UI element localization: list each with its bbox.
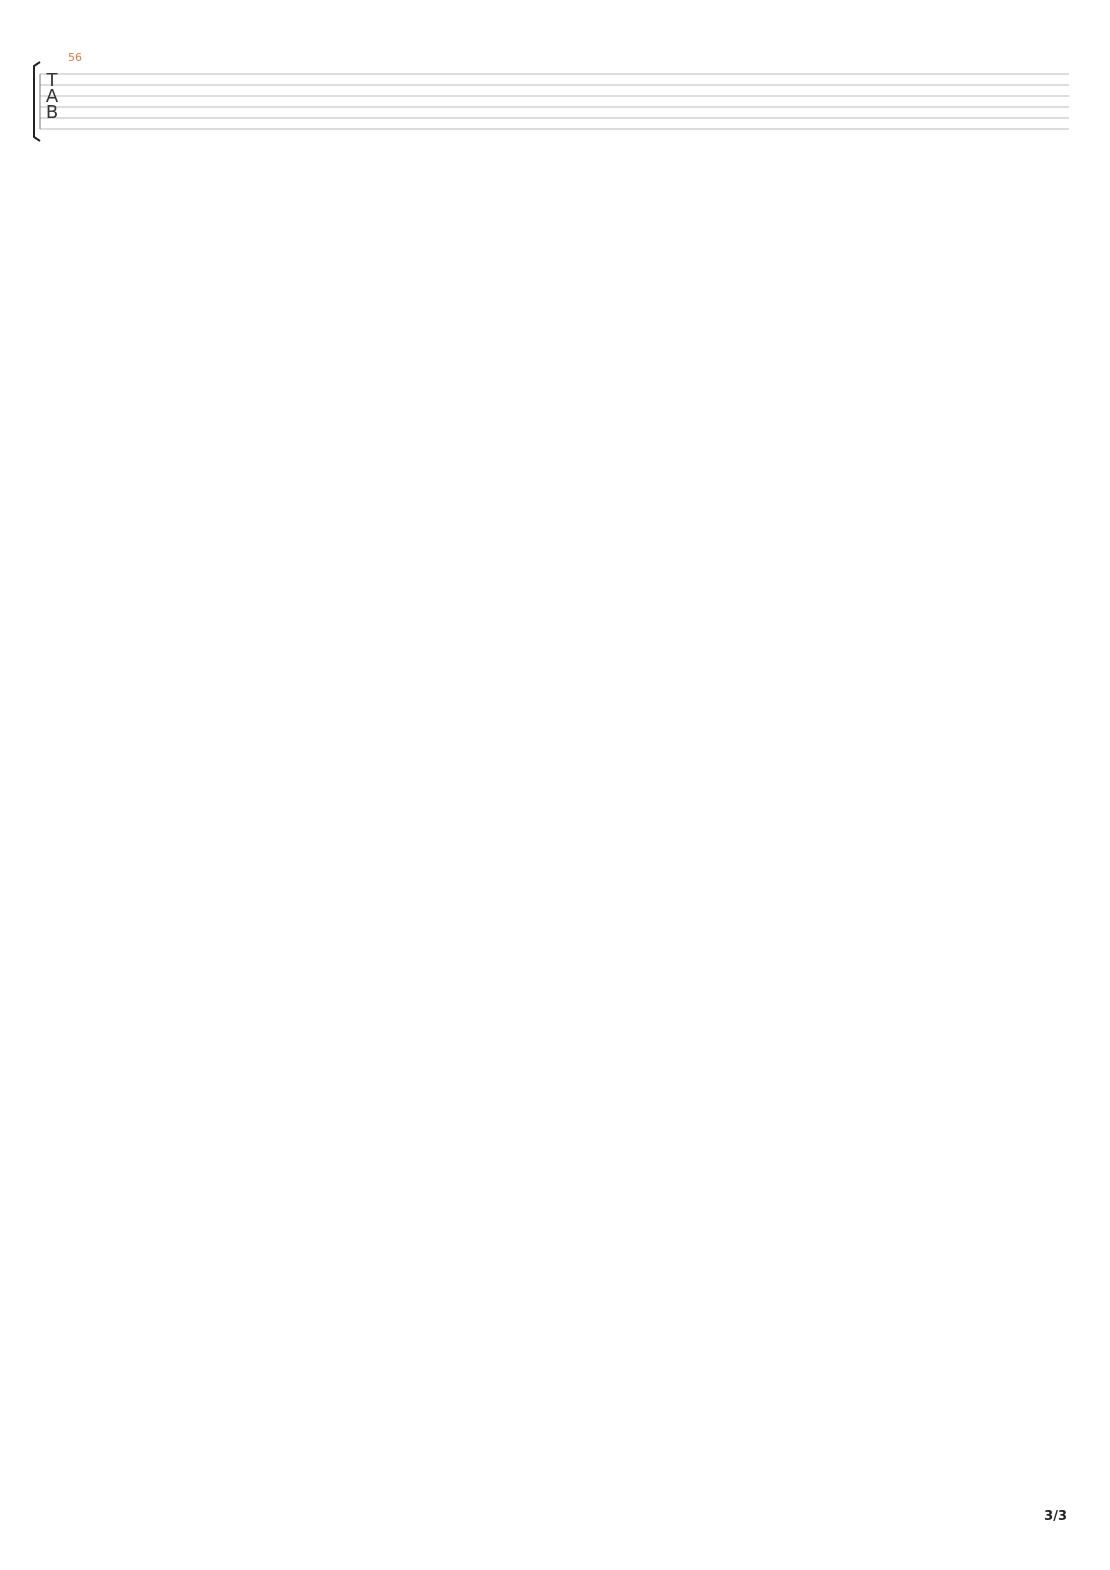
measure-number: 56 [68, 51, 82, 64]
tab-clef-letter: B [45, 102, 59, 123]
tab-clef-letter: A [45, 86, 59, 107]
tab-clef-letter: T [46, 70, 58, 91]
system-bracket [34, 62, 40, 141]
page-number: 3/3 [1044, 1509, 1067, 1524]
